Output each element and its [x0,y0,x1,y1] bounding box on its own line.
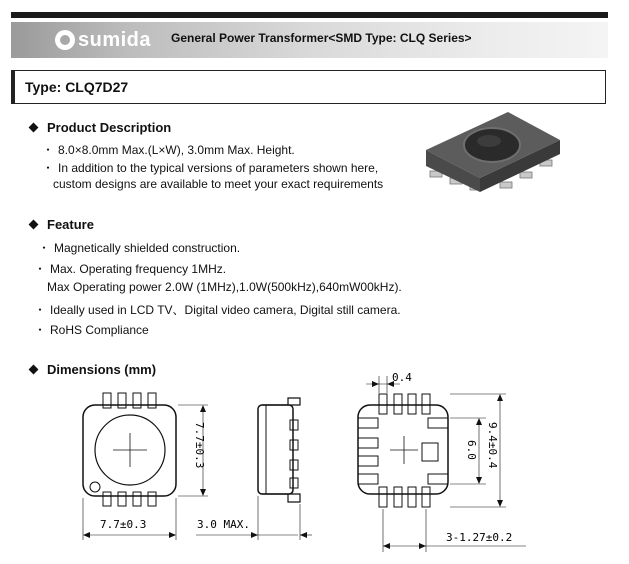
bullet-dot: ・ [38,241,51,255]
bullet-dot: ・ [34,323,47,337]
description-text: 8.0×8.0mm Max.(L×W), 3.0mm Max. Height. [58,143,295,157]
section-heading: Dimensions (mm) [47,362,157,377]
pad-span-label: 6.0 [465,440,478,460]
bullet-dot: ・ [42,143,55,157]
logo-text: sumida [78,28,152,51]
pitch-label: 3-1.27±0.2 [446,531,513,544]
land-pattern-drawing [358,376,526,552]
description-text: In addition to the typical versions of parameters shown here, [58,161,379,175]
feature-text: RoHS Compliance [50,323,149,337]
side-height-label: 3.0 MAX. [197,518,250,531]
header-title: General Power Transformer<SMD Type: CLQ Series> [171,31,472,45]
top-height-label: 7.7±0.3 [193,422,206,469]
feature-text: Ideally used in LCD TV、Digital video camera, Digital still camera. [50,303,401,317]
feature-text: Max. Operating frequency 1MHz. [50,262,227,276]
feature-line: Max Operating power 2.0W (1MHz),1.0W(500kHz),640mW00kHz). [47,280,402,294]
top-width-label: 7.7±0.3 [100,518,147,531]
description-line: custom designs are available to meet your exact requirements [53,177,384,191]
overall-label: 9.4±0.4 [486,422,499,469]
feature-text: Magnetically shielded construction. [54,241,241,255]
section-heading: Feature [47,217,94,232]
bullet-dot: ・ [34,303,47,317]
type-label: Type: CLQ7D27 [25,79,129,95]
section-heading: Product Description [47,120,172,135]
bullet-dot: ・ [42,161,55,175]
pad-width-label: 0.4 [392,371,412,384]
bullet-dot: ・ [34,262,47,276]
